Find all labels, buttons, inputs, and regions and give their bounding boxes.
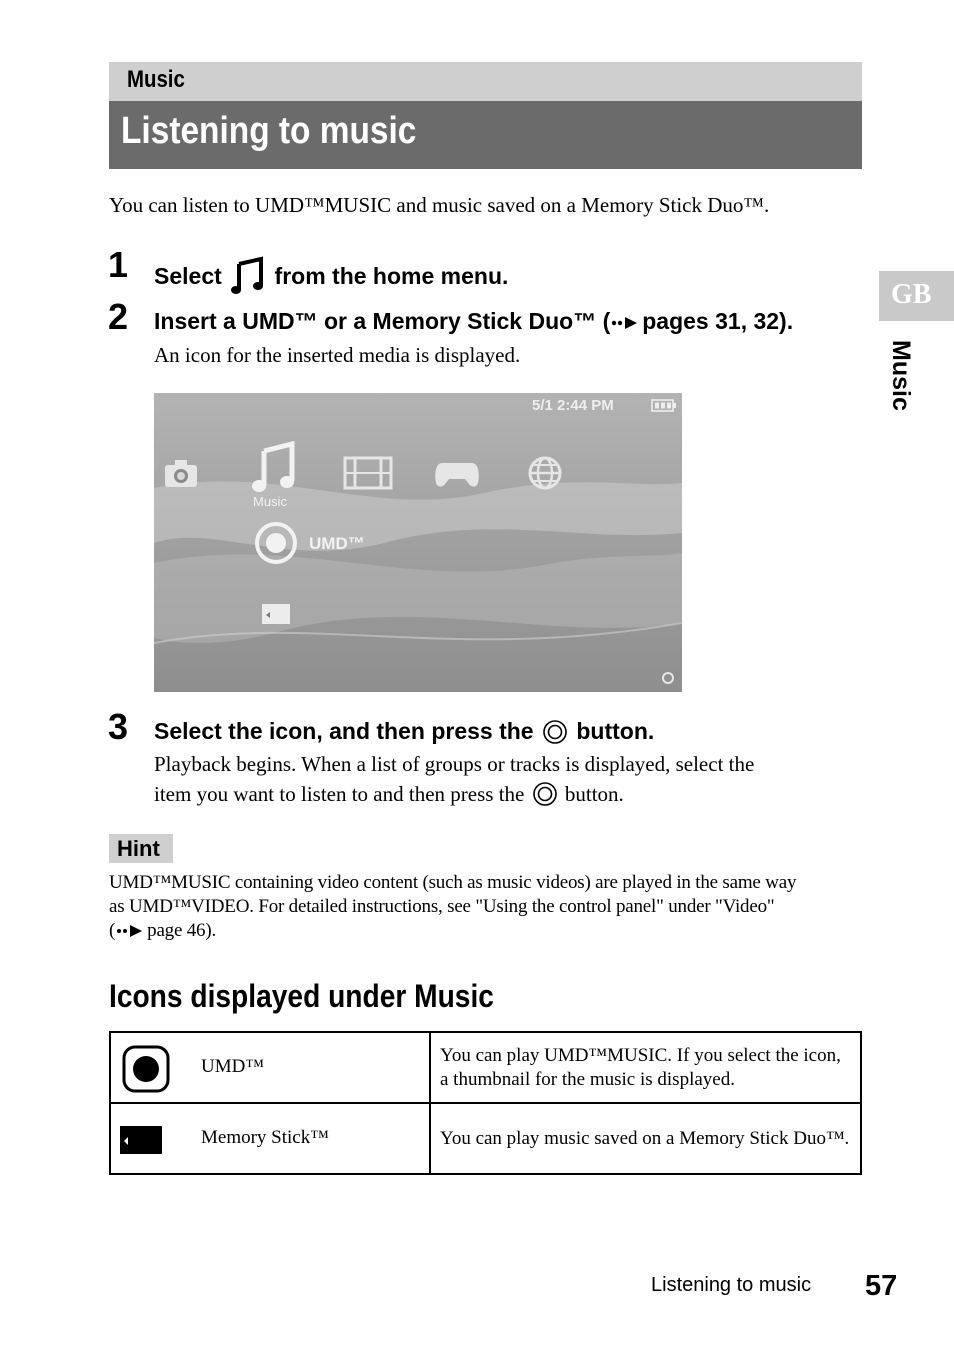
step-2-number: 2 [108,296,129,337]
hint-line-3-open: ( [109,920,116,941]
intro-text: You can listen to UMD™MUSIC and music saved on a Memory Stick Duo™. [109,193,770,217]
title-banner [109,101,862,169]
memory-stick-icon [260,602,292,626]
footer-label: Listening to music [651,1274,812,1296]
hint-line-2: as UMD™VIDEO. For detailed instructions, see "Using the control panel" under "Video" [109,896,775,917]
camera-icon [163,457,199,489]
section-label: Music [127,66,185,93]
icon-description: You can play UMD™MUSIC. If you select the icon, a thumbnail for the music is displayed. [430,1032,861,1103]
hint-label: Hint [117,836,160,861]
language-code: GB [891,279,932,310]
page-ref-arrow-icon [115,924,147,937]
step-3-number: 3 [108,706,129,747]
step-3-heading [154,718,654,745]
icon-description: You can play music saved on a Memory Stick Duo™. [430,1103,861,1174]
globe-icon [527,455,563,491]
step-1-text-after: from the home menu. [274,263,509,289]
icon-name: UMD™ [201,1056,264,1077]
page-ref-arrow-icon [610,316,642,330]
psp-home-screen [154,393,682,692]
circle-button-icon [542,719,568,745]
icons-table [109,1031,862,1175]
hint-line-1: UMD™MUSIC containing video content (such as music videos) are played in the same way [109,872,797,893]
status-time: 5/1 2:44 PM [532,397,614,414]
table-row [110,1032,861,1103]
icon-cell [110,1032,430,1103]
umd-disc-icon [254,521,298,565]
umd-menu-label: UMD™ [309,534,365,553]
film-icon [343,456,393,490]
hint-page-ref: page 46). [147,920,217,941]
step-3-body [154,749,874,809]
music-icon [250,441,300,493]
umd-disc-icon [121,1044,171,1094]
page-number: 57 [865,1270,898,1302]
language-tab [879,271,954,321]
psp-background [154,393,682,692]
gamepad-icon [434,459,480,489]
hint-badge [109,834,173,863]
icon-name: Memory Stick™ [201,1127,329,1148]
table-row [110,1103,861,1174]
step-3-body-line-2-end: button. [564,782,624,806]
icon-cell [110,1103,430,1174]
step-3-text-before: Select the icon, and then press the [154,718,534,744]
battery-icon [651,399,677,412]
music-note-icon [230,256,268,296]
circle-indicator-icon [661,671,675,685]
page-title: Listening to music [121,110,417,152]
step-2-body: An icon for the inserted media is displayed. [154,343,521,367]
step-2-text: Insert a UMD™ or a Memory Stick Duo™ ( [154,308,611,334]
selected-category-label: Music [253,494,287,509]
step-1-number: 1 [108,244,129,285]
side-section-label: Music [887,340,915,411]
step-3-text-after: button. [576,718,655,744]
step-1-heading [154,256,508,296]
memory-stick-icon [119,1124,163,1156]
step-3-body-line-2 [154,779,874,809]
step-2-ref: pages 31, 32). [642,308,794,334]
step-3-body-line-2-text: item you want to listen to and then press the [154,782,525,806]
step-2-heading [154,308,793,335]
hint-line-3 [109,919,869,943]
step-3-body-line-1: Playback begins. When a list of groups or tracks is displayed, select the [154,752,755,776]
step-1-text-before: Select [154,263,222,289]
section-header [109,62,862,101]
circle-button-icon [532,781,558,807]
hint-body [109,871,869,943]
icons-section-heading: Icons displayed under Music [109,978,494,1014]
